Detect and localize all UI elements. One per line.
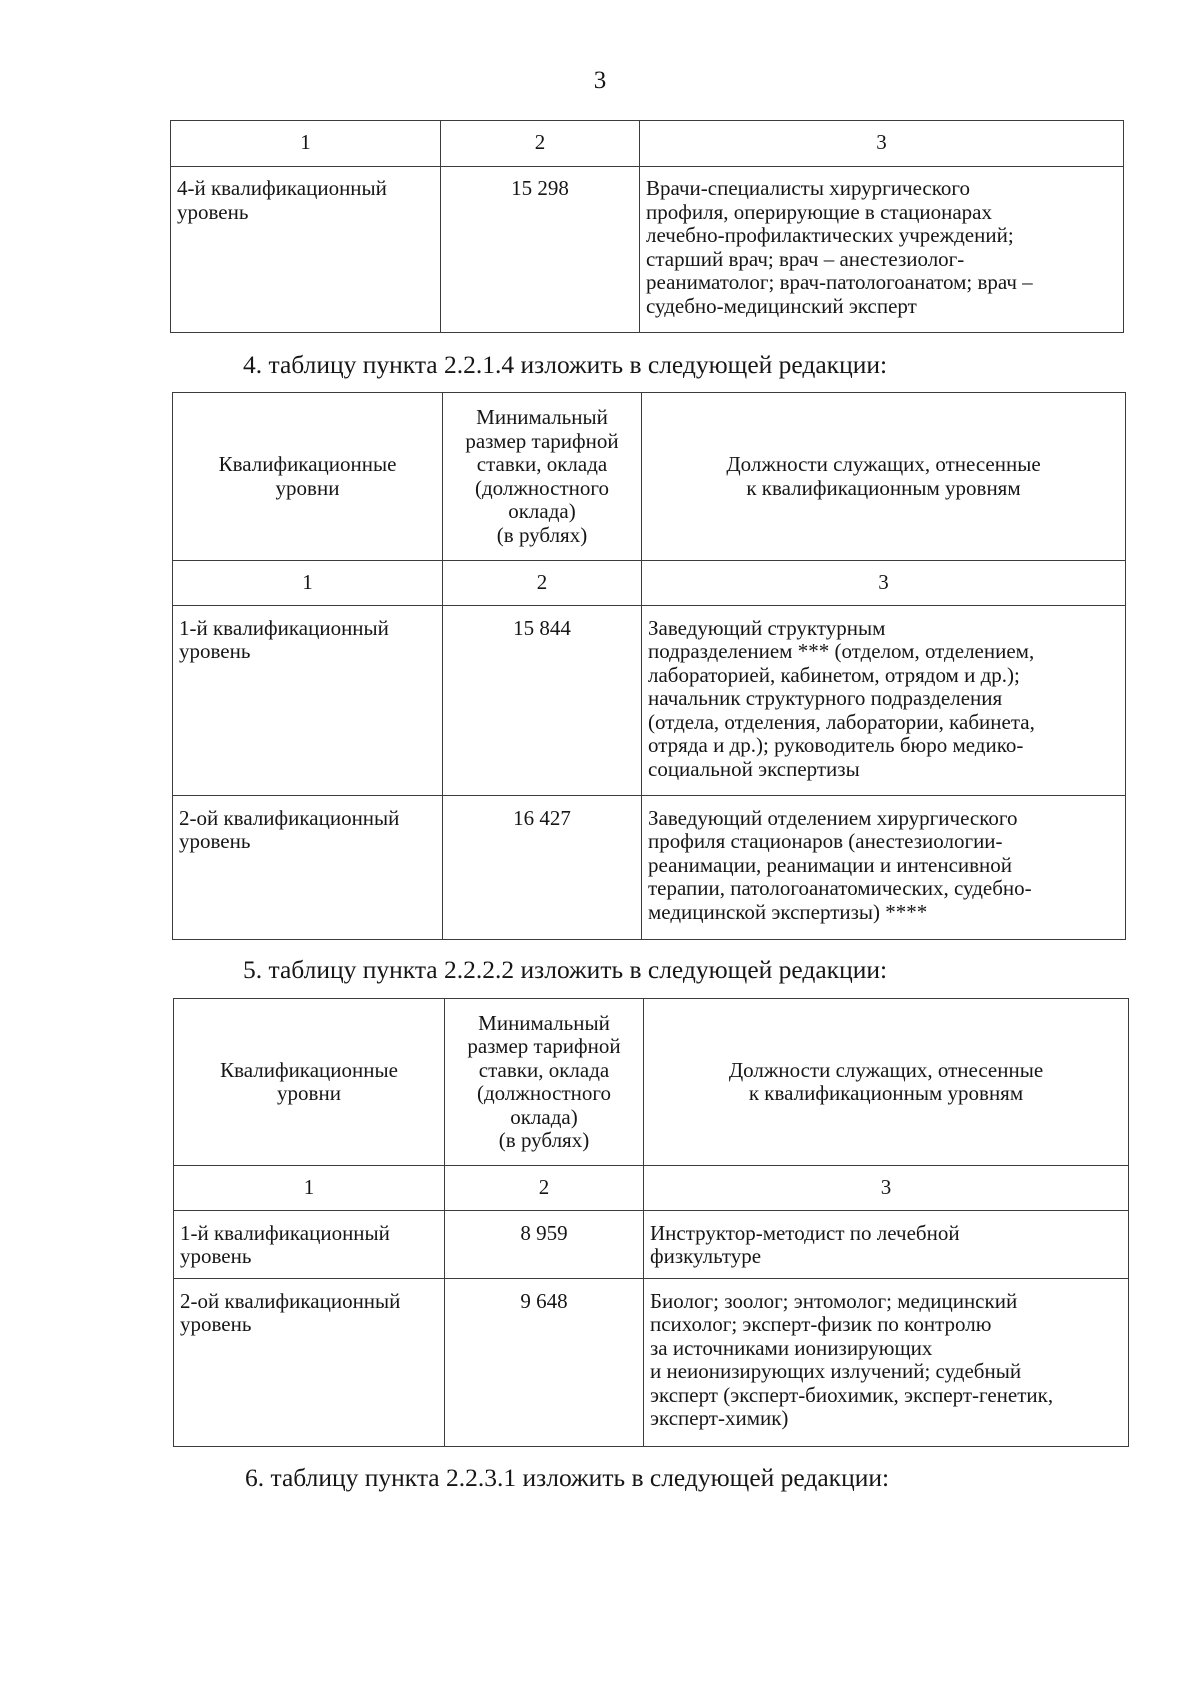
level-cell: 2-ой квалификационный уровень [174, 1278, 445, 1446]
positions-line: начальник структурного подразделения [648, 686, 1003, 710]
positions-line: социальной экспертизы [648, 756, 860, 781]
header-line: к квалификационным уровням [748, 1081, 1024, 1105]
positions-line: старший врач; врач – анестезиолог- [646, 246, 965, 271]
positions-line: отряда и др.); руководитель бюро медико- [648, 733, 1024, 757]
positions-line: профиля стационаров (анестезиологии- [648, 829, 1003, 853]
header-qualification-levels: Квалификационные уровни [173, 393, 443, 561]
table-row [174, 1210, 1129, 1278]
positions-line: лабораторией, кабинетом, отрядом и др.); [648, 662, 1020, 687]
header-line: ставки, оклада [478, 1057, 610, 1082]
column-number: 3 [642, 561, 1126, 606]
header-line: оклада) [510, 1104, 578, 1129]
header-qualification-levels: Квалификационные уровни [174, 999, 445, 1166]
table-2-2-1-4 [172, 392, 1126, 940]
column-number: 3 [644, 1166, 1129, 1211]
column-number: 3 [640, 121, 1124, 167]
column-number-row [173, 561, 1126, 606]
header-line: ставки, оклада [476, 452, 608, 476]
table-top [170, 120, 1124, 333]
positions-line: медицинской экспертизы) **** [648, 899, 928, 924]
positions-line: подразделением *** (отделом, отделением, [648, 639, 1035, 663]
header-line: Минимальный [478, 1010, 610, 1035]
positions-line: эксперт-химик) [650, 1406, 789, 1430]
rate-cell: 15 844 [443, 605, 642, 795]
column-number-row [174, 1166, 1129, 1211]
column-number: 1 [174, 1166, 445, 1211]
level-cell: 2-ой квалификационный уровень [173, 795, 443, 939]
positions-line: психолог; эксперт-физик по контролю [650, 1312, 992, 1336]
positions-line: физкультуре [650, 1244, 762, 1268]
positions-line: Инструктор-методист по лечебной [650, 1220, 960, 1245]
level-cell: 4-й квалификационный уровень [171, 167, 441, 333]
positions-line: Заведующий структурным [648, 615, 886, 640]
column-number: 1 [173, 561, 443, 606]
positions-line: реанимации, реанимации и интенсивной [648, 852, 1013, 877]
positions-line: эксперт (эксперт-биохимик, эксперт-генетик, [650, 1382, 1054, 1407]
heading-6: 6. таблицу пункта 2.2.3.1 изложить в следующей редакции: [245, 1463, 890, 1492]
heading-5: 5. таблицу пункта 2.2.2.2 изложить в следующей редакции: [243, 955, 888, 984]
table-2-2-2-2 [173, 998, 1129, 1447]
positions-line: лечебно-профилактических учреждений; [646, 223, 1014, 247]
column-number: 2 [441, 121, 640, 167]
positions-line: Заведующий отделением хирургического [648, 805, 1018, 830]
table-row [173, 605, 1126, 795]
header-row [173, 393, 1126, 561]
positions-cell [642, 605, 1126, 795]
header-line: размер тарифной [465, 428, 619, 453]
positions-line: Биолог; зоолог; энтомолог; медицинский [650, 1288, 1018, 1313]
rate-cell: 8 959 [445, 1210, 644, 1278]
header-line: Должности служащих, отнесенные [726, 452, 1041, 476]
header-minimal-rate [443, 393, 642, 561]
rate-cell: 15 298 [441, 167, 640, 333]
positions-cell [644, 1278, 1129, 1446]
level-cell: 1-й квалификационный уровень [174, 1210, 445, 1278]
header-line: (должностного [475, 475, 609, 500]
table-row [171, 167, 1124, 333]
column-number: 1 [171, 121, 441, 167]
table-row [173, 795, 1126, 939]
table-row [174, 1278, 1129, 1446]
column-number-row [171, 121, 1124, 167]
positions-line: терапии, патологоанатомических, судебно- [648, 876, 1032, 900]
rate-cell: 16 427 [443, 795, 642, 939]
positions-cell [640, 167, 1124, 333]
header-line: к квалификационным уровням [746, 475, 1021, 500]
positions-line: реаниматолог; врач-патологоанатом; врач – [646, 270, 1033, 294]
positions-line: судебно-медицинский эксперт [646, 293, 917, 318]
rate-cell: 9 648 [445, 1278, 644, 1446]
positions-line: (отдела, отделения, лаборатории, кабинета, [648, 709, 1035, 734]
header-line: (в рублях) [496, 522, 588, 547]
header-line: (в рублях) [498, 1128, 590, 1152]
positions-cell [642, 795, 1126, 939]
header-line: размер тарифной [467, 1034, 621, 1058]
header-line: (должностного [477, 1081, 611, 1105]
positions-line: и неионизирующих излучений; судебный [650, 1359, 1022, 1383]
level-cell: 1-й квалификационный уровень [173, 605, 443, 795]
header-minimal-rate [445, 999, 644, 1166]
positions-line: Врачи-специалисты хирургического [646, 176, 970, 200]
heading-4: 4. таблицу пункта 2.2.1.4 изложить в следующей редакции: [243, 350, 888, 379]
positions-line: профиля, оперирующие в стационарах [646, 199, 993, 224]
header-positions [644, 999, 1129, 1166]
header-row [174, 999, 1129, 1166]
header-line: оклада) [508, 499, 576, 523]
positions-line: за источниками ионизирующих [650, 1335, 933, 1360]
positions-cell [644, 1210, 1129, 1278]
column-number: 2 [445, 1166, 644, 1211]
header-positions [642, 393, 1126, 561]
header-line: Минимальный [476, 405, 608, 429]
header-line: Должности служащих, отнесенные [728, 1057, 1044, 1082]
column-number: 2 [443, 561, 642, 606]
page-number: 3 [593, 67, 607, 94]
